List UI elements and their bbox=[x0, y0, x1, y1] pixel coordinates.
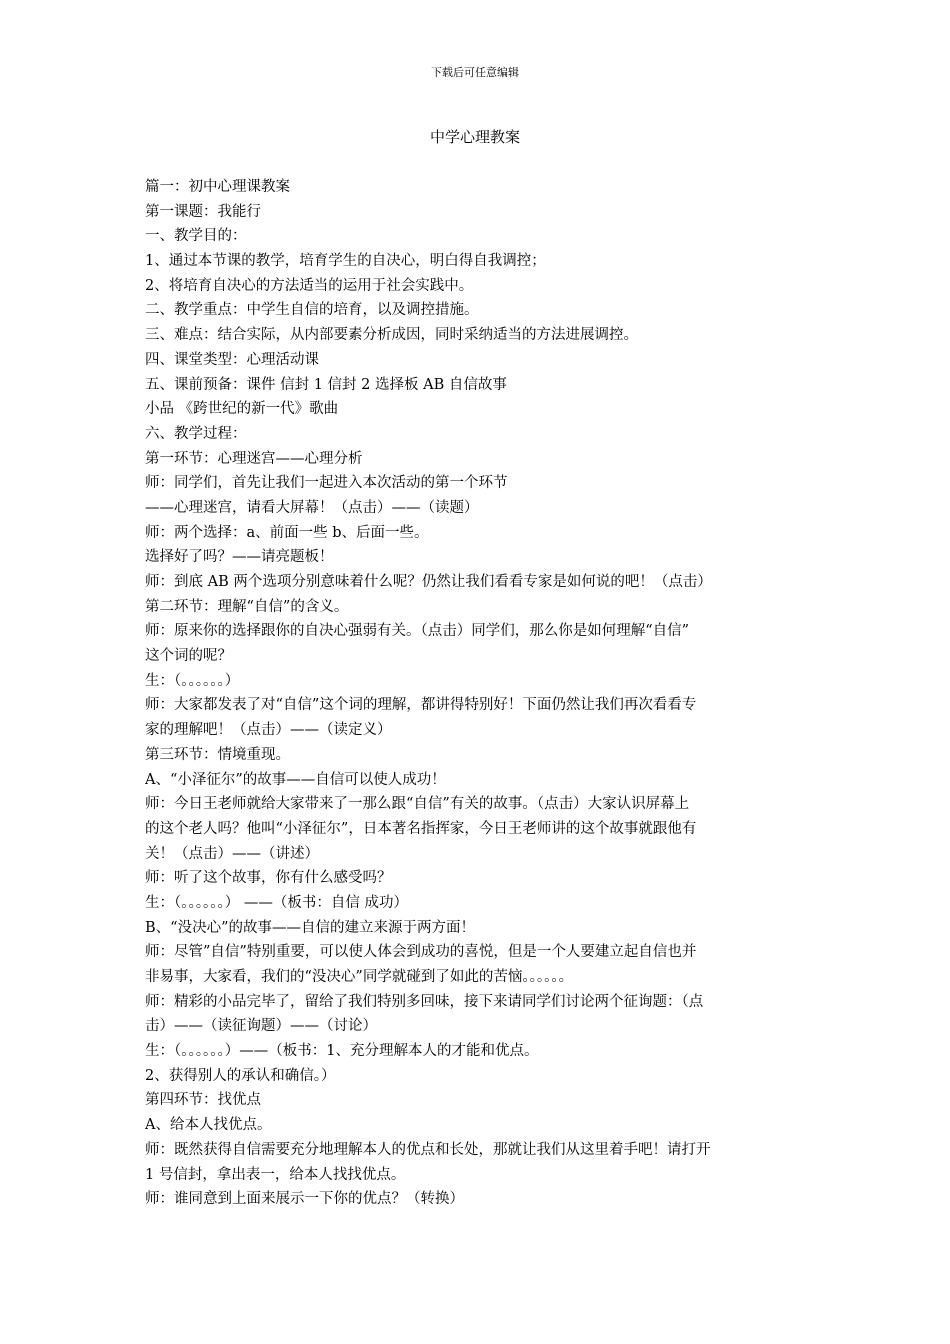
text-line: 师：到底 AB 两个选项分别意味着什么呢？仍然让我们看看专家是如何说的吧！（点击） bbox=[145, 574, 712, 590]
text-line: 师：原来你的选择跟你的自决心强弱有关。（点击）同学们，那么你是如何理解“自信” bbox=[145, 623, 690, 640]
text-line: 五、课前预备：课件 信封 1 信封 2 选择板 AB 自信故事 bbox=[145, 376, 507, 393]
text-line: 击）——（读征询题）——（讨论） bbox=[145, 1018, 377, 1035]
text-line: 非易事，大家看，我们的“没决心”同学就碰到了如此的苦恼。。。。。。 bbox=[145, 969, 574, 985]
text-line: 师：大家都发表了对“自信”这个词的理解，都讲得特别好！下面仍然让我们再次看看专 bbox=[145, 697, 697, 714]
text-line: 师：听了这个故事，你有什么感受吗？ bbox=[145, 870, 392, 887]
text-line: 选择好了吗？——请亮题板！ bbox=[145, 549, 334, 566]
text-line: 一、教学目的： bbox=[145, 228, 247, 245]
text-line: 第三环节：情境重现。 bbox=[145, 746, 290, 763]
text-line: 1、通过本节课的教学，培育学生的自决心，明白得自我调控； bbox=[145, 253, 546, 270]
text-line: 篇一：初中心理课教案 bbox=[145, 179, 290, 195]
text-line: 这个词的呢？ bbox=[145, 648, 232, 665]
text-line: 师：同学们，首先让我们一起进入本次活动的第一个环节 bbox=[145, 475, 508, 492]
text-line: 师：尽管”自信”特别重要，可以使人体会到成功的喜悦，但是一个人要建立起自信也并 bbox=[145, 944, 697, 961]
text-line: 师：两个选择：a、前面一些 b、后面一些。 bbox=[145, 524, 429, 541]
text-line: 生：（。。。。。。）——（板书：1、充分理解本人的才能和优点。 bbox=[145, 1043, 539, 1060]
text-line: 2、将培育自决心的方法适当的运用于社会实践中。 bbox=[145, 277, 474, 294]
text-line: 师：谁同意到上面来展示一下你的优点？（转换） bbox=[145, 1191, 464, 1208]
text-line: 的这个老人吗？他叫“小泽征尔”，日本著名指挥家，今日王老师讲的这个故事就跟他有 bbox=[145, 820, 697, 837]
document-body bbox=[145, 175, 810, 1212]
text-line: 生：（。。。。。。） bbox=[145, 672, 240, 689]
text-line: 师：今日王老师就给大家带来了一那么跟“自信”有关的故事。（点击）大家认识屏幕上 bbox=[145, 796, 690, 813]
text-line: 小品 《跨世纪的新一代》歌曲 bbox=[145, 401, 339, 418]
text-line: 师：精彩的小品完毕了，留给了我们特别多回味，接下来请同学们讨论两个征询题：（点 bbox=[145, 993, 704, 1010]
text-line: 四、课堂类型：心理活动课 bbox=[145, 351, 319, 368]
text-line: 2、获得别人的承认和确信。） bbox=[145, 1067, 336, 1084]
header-note: 下载后可任意编辑 bbox=[431, 66, 519, 79]
text-line: 第四环节：找优点 bbox=[145, 1092, 261, 1109]
text-line: 家的理解吧！（点击）——（读定义） bbox=[145, 722, 392, 739]
text-line: 第一课题：我能行 bbox=[145, 203, 261, 220]
text-line: A、给本人找优点。 bbox=[145, 1117, 272, 1134]
text-line: 关！（点击）——（讲述） bbox=[145, 845, 319, 862]
document-title: 中学心理教案 bbox=[429, 128, 520, 146]
text-line: 第一环节：心理迷宫——心理分析 bbox=[145, 450, 363, 467]
text-line: B、“没决心”的故事——自信的建立来源于两方面！ bbox=[145, 919, 475, 936]
text-line: 六、教学过程： bbox=[145, 425, 247, 442]
text-line: A、“小泽征尔”的故事——自信可以使人成功！ bbox=[145, 771, 446, 788]
text-line: ——心理迷宫，请看大屏幕！（点击）——（读题） bbox=[145, 499, 479, 516]
text-line: 师：既然获得自信需要充分地理解本人的优点和长处，那就让我们从这里着手吧！请打开 bbox=[145, 1141, 711, 1158]
text-line: 第二环节：理解“自信”的含义。 bbox=[145, 598, 349, 615]
text-line: 二、教学重点：中学生自信的培育，以及调控措施。 bbox=[145, 302, 479, 319]
text-line: 三、难点：结合实际，从内部要素分析成因，同时采纳适当的方法进展调控。 bbox=[145, 327, 638, 344]
text-line: 生：（。。。。。。） ——（板书：自信 成功） bbox=[145, 894, 408, 911]
text-line: 1 号信封，拿出表一，给本人找找优点。 bbox=[145, 1166, 406, 1183]
